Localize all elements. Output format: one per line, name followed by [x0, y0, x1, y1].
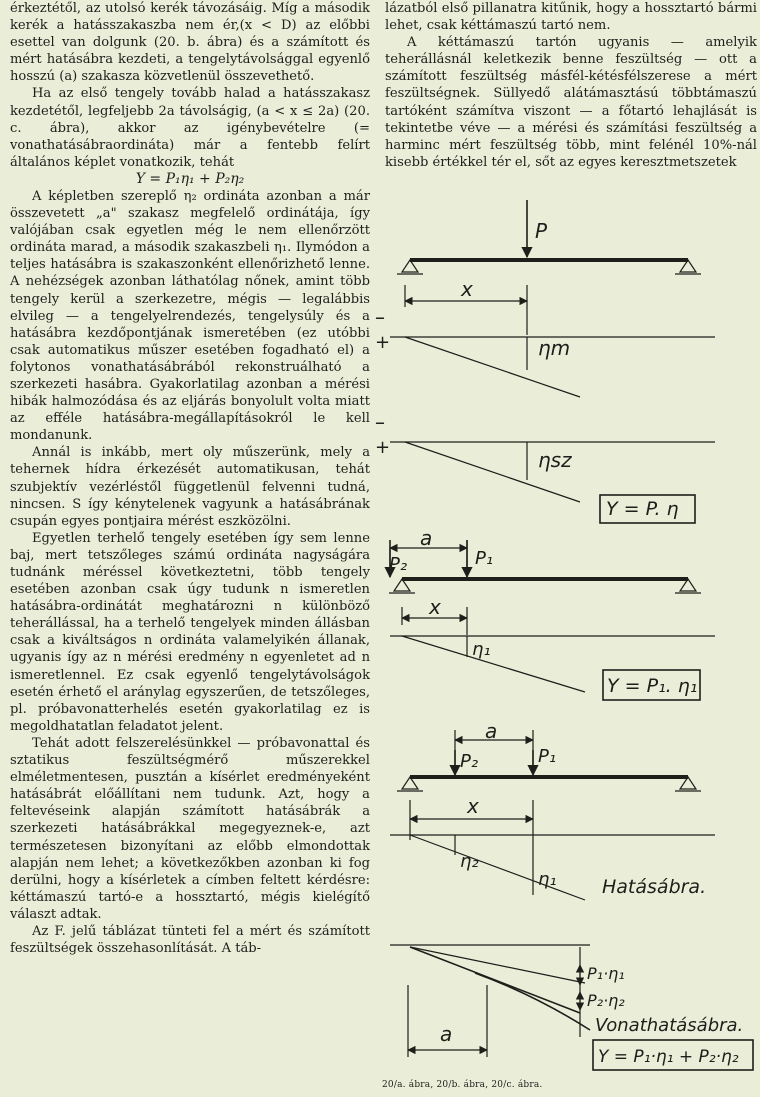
label-p2: P₂: [460, 751, 479, 772]
label-x: x: [461, 277, 473, 301]
label-hatasabra: Hatásábra.: [602, 876, 707, 898]
label-eta1: η₁: [538, 869, 557, 890]
right-text-column: [385, 0, 757, 171]
sign-minus: –: [375, 305, 385, 329]
label-x: x: [429, 595, 441, 619]
sign-minus: –: [375, 410, 385, 434]
tag-p1eta1: P₁·η₁: [587, 964, 625, 983]
sign-plus: +: [375, 437, 391, 458]
paragraph: lázatból első pillanatra kitűnik, hogy a hossztartó bármi lehet, csak kéttámaszú tartó nem.: [385, 1, 757, 34]
paragraph: Tehát adott felszerelésünkkel — próbavonattal és sztatikus feszültségmérő műszerekkel elméletmentesen, pusztán a kísérlet eredményeként hatásábrát előállítani nem tudunk. Azt, hogy a feltevéseink alapján számított hatásábrák a szerkezeti hatásábrákkal megegyeznek-e, azt természetesen bizonyítani az előbb elmondottak alapján nem lehet; a következőkben azonban ki fog derülni, hogy a kísérletek a címben feltett kérdésre: kéttámaszú tartó-e a hossztartó, mégis kielégítő választ adtak.: [10, 735, 370, 922]
box3-text: Y = P₁·η₁ + P₂·η₂: [598, 1047, 739, 1067]
tag-p2eta2: P₂·η₂: [587, 991, 625, 1010]
label-x: x: [467, 794, 479, 818]
label-a: a: [440, 1022, 453, 1046]
box1-text: Y = P. η: [606, 498, 679, 520]
label-a: a: [420, 526, 433, 550]
influence-line: [410, 835, 585, 900]
label-p2: P₂: [389, 554, 408, 575]
paragraph: Annál is inkább, mert oly műszerünk, mely a tehernek hídra érkezését automatikusan, tehát szubjektív vezérléstől függetlenül felvenni tudná, nincsen. S így kénytelenek vagyunk a hatásábrának csupán egyes pontjaira mérést eszközölni.: [10, 445, 370, 529]
label-p1: P₁: [538, 746, 557, 767]
figure-caption: 20/a. ábra, 20/b. ábra, 20/c. ábra.: [382, 1080, 543, 1090]
influence-line: [402, 636, 585, 692]
label-vonathatasabra: Vonathatásábra.: [595, 1015, 744, 1036]
label-eta-m: ηm: [538, 336, 571, 360]
label-eta-sz: ηsz: [538, 448, 572, 472]
box2-text: Y = P₁. η₁: [607, 675, 698, 697]
paragraph: Ha az első tengely tovább halad a hatásszakasz kezdetétől, legfeljebb 2a távolságig, (a < x ≤ 2a) (20. c. ábra), akkor az igénybevételre (= vonathatásábraordináta) már a fentebb felírt általános képlet vonatkozik, tehát: [10, 86, 370, 170]
paragraph: Egyetlen terhelő tengely esetében így sem lenne baj, mert tetszőleges számú ordináta nagyságára tudnánk méréssel következtetni, több tengely esetében azonban csak úgy tudunk n ismeretlen hatásábra-ordinátát meghatározni n különböző teherállással, ha a terhelő tengelyek minden állásban csak a kiváltságos n ordináta valamelyikén állanak, ugyanis így az n mérési eredmény n egyenletet ad n ismeretlennel. Ez csak egyenlő tengelytávolságok esetén érhető el aránylag egyszerűen, de tetszőleges, pl. próbavonatterhelés esetén gyakorlatilag ez is megoldhatatlan feladatot jelent.: [10, 530, 370, 734]
left-text-column: [10, 0, 370, 957]
sign-plus: +: [375, 332, 391, 353]
label-p: P: [535, 219, 548, 243]
figure-svg: [375, 195, 760, 1080]
formula: Y = P₁η₁ + P₂η₂: [135, 170, 245, 187]
influence-line-figure: [375, 195, 760, 1080]
paragraph: Az F. jelű táblázat tünteti fel a mért és számított feszültségek összehasonlítását. A táb-: [10, 923, 370, 957]
label-a: a: [485, 719, 498, 743]
label-p1: P₁: [475, 548, 494, 569]
label-eta1: η₁: [472, 639, 491, 660]
paragraph: A kéttámaszú tartón ugyanis — amelyik teherállásnál keletkezik benne feszültség — ott a számított feszültség másfél-kétésfélszerese a mért feszültségnek. Süllyedő alátámasztású többtámaszú tartóként számítva viszont — a főtartó lehajlását is tekintetbe véve — a mérési és számítási feszültség a harminc mért feszültség több, mint felénél 10%-nál kisebb értékkel tér el, sőt az egyes keresztmetszetek: [385, 35, 757, 170]
paragraph: A képletben szereplő η₂ ordináta azonban a már összevetett „a" szakasz megfelelő ordinátája, így valójában csak egyetlen még le nem ellenőrzött ordináta marad, a második szakaszbeli η₁. Ilymódon a teljes hatásábra is szakaszonként ellenőrizhető lenne. A nehézségek azonban láthatólag nőnek, amint több tengely kerül a szerkezetre, mégis — legalábbis elvileg — a tengelyelrendezés, tengelysúly és a hatásábra kezdőpontjának ismeretében (ez utóbbi csak automatikus műszer esetében fogadható el) a folytonos vonathatásábrából rekonstruálható a szerkezeti hasábra. Gyakorlatilag azonban a mérési hibák halmozódása és az eljárás bonyolult volta miatt az efféle hatásábra-megállapításokról le kell mondanunk.: [10, 188, 370, 444]
label-eta2: η₂: [460, 851, 479, 872]
paragraph: érkeztétől, az utolsó kerék távozásáig. Míg a második kerék a hatásszakaszba nem ér,(x < D) az előbbi esettel van dolgunk (20. b. ábra) és a számított és mért hatásábra kezdeti, a tengelytávolsággal egyenlő hosszú (a) szakasza közvetlenül összevethető.: [10, 1, 370, 85]
